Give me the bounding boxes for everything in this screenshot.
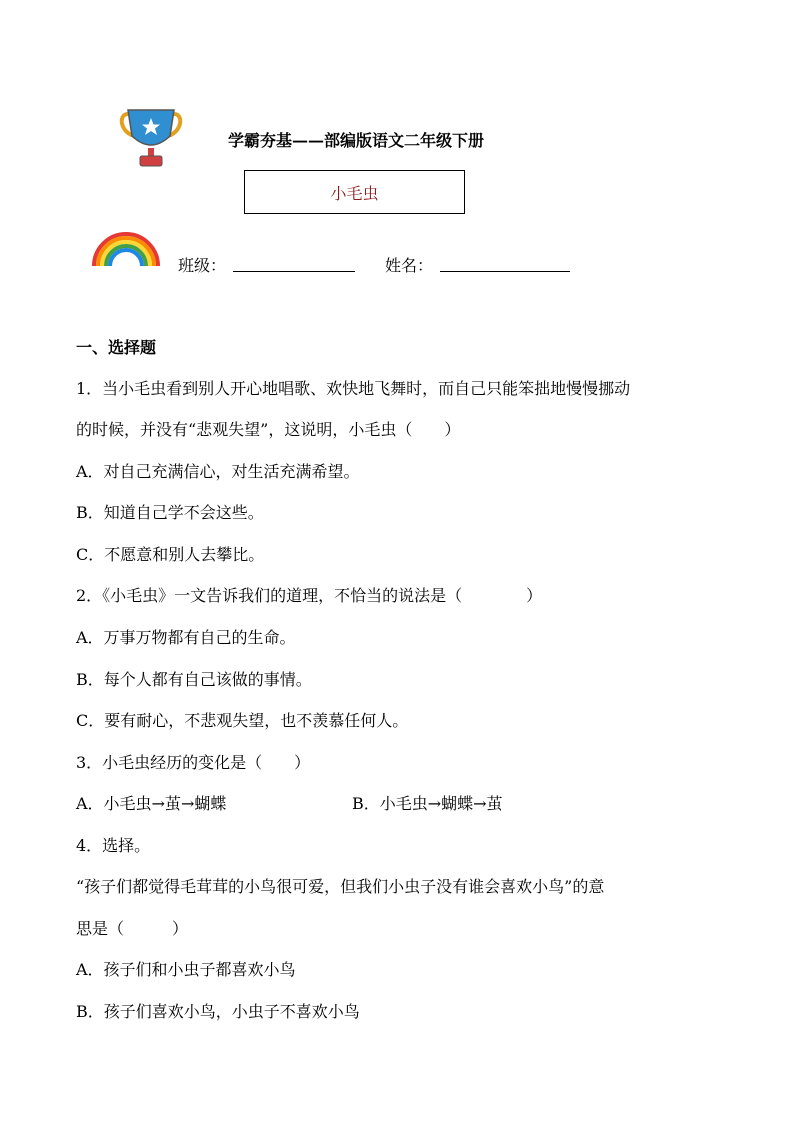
name-label: 姓名：	[385, 256, 434, 275]
question-4-option-b[interactable]: B．孩子们喜欢小鸟，小虫子不喜欢小鸟	[76, 1002, 360, 1021]
class-field[interactable]	[233, 271, 355, 272]
page-title: 小毛虫	[330, 183, 379, 203]
name-field[interactable]	[440, 271, 570, 272]
question-2-line-1: 2．《小毛虫》一文告诉我们的道理，不恰当的说法是（ ）	[76, 586, 543, 605]
question-3-line-1: 3．小毛虫经历的变化是（ ）	[76, 753, 311, 772]
question-1-option-a[interactable]: A．对自己充满信心，对生活充满希望。	[76, 462, 360, 481]
question-1-option-b[interactable]: B．知道自己学不会这些。	[76, 503, 264, 522]
question-1-line-1: 1．当小毛虫看到别人开心地唱歌、欢快地飞舞时，而自己只能笨拙地慢慢挪动	[76, 379, 631, 398]
question-2-option-b[interactable]: B．每个人都有自己该做的事情。	[76, 670, 312, 689]
rainbow-icon	[90, 228, 162, 268]
question-1-option-c[interactable]: C．不愿意和别人去攀比。	[76, 545, 265, 564]
question-4-line-1: 4．选择。	[76, 836, 151, 855]
document-subtitle: 学霸夯基——部编版语文二年级下册	[228, 131, 485, 150]
trophy-icon	[116, 106, 186, 170]
question-4-line-3: 思是（ ）	[76, 919, 189, 938]
question-1-line-2: 的时候，并没有“悲观失望”，这说明，小毛虫（ ）	[76, 420, 461, 439]
title-box	[244, 170, 465, 214]
section-heading: 一、选择题	[76, 338, 157, 357]
question-3-option-b[interactable]: B．小毛虫→蝴蝶→茧	[352, 794, 503, 813]
question-2-option-c[interactable]: C．要有耐心，不悲观失望，也不羡慕任何人。	[76, 711, 409, 730]
question-2-option-a[interactable]: A．万事万物都有自己的生命。	[76, 628, 296, 647]
question-4-line-2: “孩子们都觉得毛茸茸的小鸟很可爱，但我们小虫子没有谁会喜欢小鸟”的意	[76, 877, 605, 896]
class-label: 班级：	[178, 256, 227, 275]
question-3-option-a[interactable]: A．小毛虫→茧→蝴蝶	[76, 794, 227, 813]
question-4-option-a[interactable]: A．孩子们和小虫子都喜欢小鸟	[76, 960, 296, 979]
